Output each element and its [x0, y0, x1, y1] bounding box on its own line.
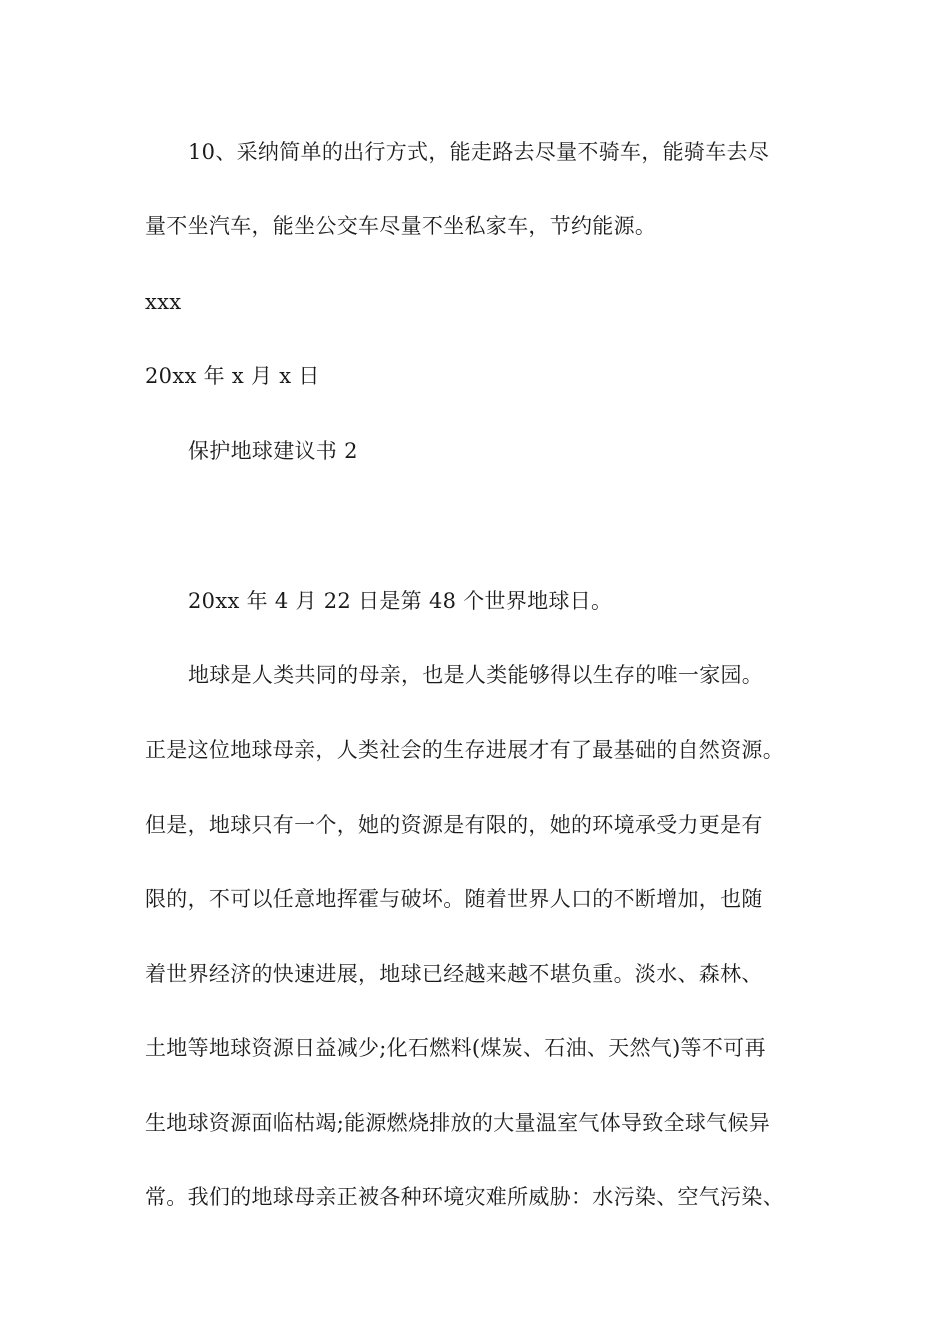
- signature-name: xxx: [145, 290, 182, 314]
- paragraph-line: 生地球资源面临枯竭;能源燃烧排放的大量温室气体导致全球气候异: [145, 1111, 771, 1135]
- paragraph-line: 正是这位地球母亲，人类社会的生存进展才有了最基础的自然资源。: [145, 738, 784, 762]
- signature-date: 20xx 年 x 月 x 日: [145, 364, 320, 388]
- paragraph-line: 20xx 年 4 月 22 日是第 48 个世界地球日。: [188, 589, 613, 613]
- paragraph-line: 但是，地球只有一个，她的资源是有限的，她的环境承受力更是有: [145, 813, 763, 837]
- paragraph-line: 着世界经济的快速进展，地球已经越来越不堪负重。淡水、森林、: [145, 962, 763, 986]
- paragraph-line: 10、采纳简单的出行方式，能走路去尽量不骑车，能骑车去尽: [188, 140, 770, 164]
- paragraph-line: 土地等地球资源日益减少;化石燃料(煤炭、石油、天然气)等不可再: [145, 1036, 766, 1060]
- paragraph-line: 量不坐汽车，能坐公交车尽量不坐私家车，节约能源。: [145, 214, 657, 238]
- paragraph-line: 限的，不可以任意地挥霍与破坏。随着世界人口的不断增加，也随: [145, 887, 763, 911]
- section-title: 保护地球建议书 2: [188, 439, 358, 463]
- paragraph-line: 地球是人类共同的母亲，也是人类能够得以生存的唯一家园。: [188, 663, 764, 687]
- paragraph-line: 常。我们的地球母亲正被各种环境灾难所威胁：水污染、空气污染、: [145, 1185, 784, 1209]
